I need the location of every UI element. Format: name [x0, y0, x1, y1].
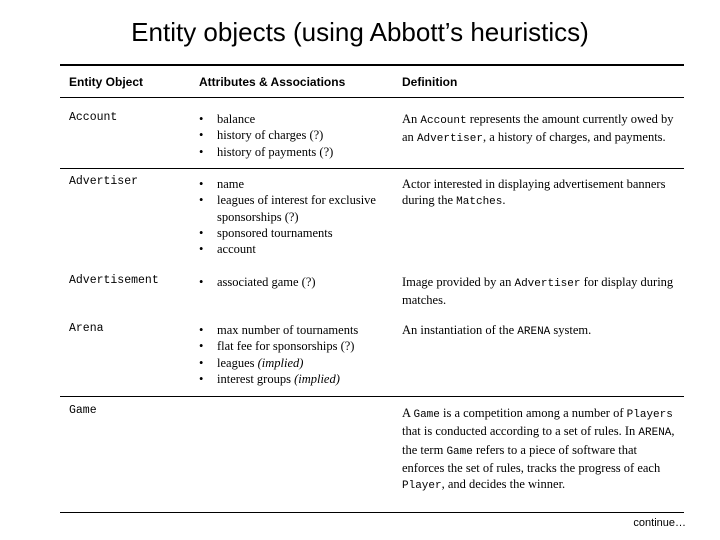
attributes-arena	[199, 322, 407, 387]
attributes-advertiser	[199, 176, 407, 257]
list-item: • sponsored tournaments	[199, 225, 407, 241]
entity-name-account: Account	[69, 111, 118, 124]
definition-arena: An instantiation of the ARENA system.	[402, 323, 592, 338]
entity-name-advertisement: Advertisement	[69, 274, 159, 287]
attributes-advertisement	[199, 274, 407, 290]
row-divider	[60, 168, 684, 169]
list-item: • associated game (?)	[199, 274, 407, 290]
list-item: • leagues of interest for exclusive sponsorships (?)	[199, 192, 407, 225]
definition-advertisement: Image provided by an Advertiser for display during matches.	[402, 275, 674, 308]
entity-name-arena: Arena	[69, 322, 104, 335]
header-attributes: Attributes & Associations	[199, 75, 346, 89]
header-bottom-rule	[60, 97, 684, 98]
list-item: • name	[199, 176, 407, 192]
header-entity-object: Entity Object	[69, 75, 144, 89]
list-item: • interest groups (implied)	[199, 371, 407, 387]
list-item: • flat fee for sponsorships (?)	[199, 338, 407, 354]
continue-label: continue…	[633, 517, 686, 529]
slide-title: Entity objects (using Abbott’s heuristics)	[131, 17, 589, 47]
table-top-rule	[60, 64, 684, 66]
list-item: • max number of tournaments	[199, 322, 407, 338]
list-item: • balance	[199, 111, 407, 127]
header-definition: Definition	[402, 75, 458, 89]
definition-advertiser: Actor interested in displaying advertisement banners during the Matches.	[402, 177, 666, 209]
list-item: • history of charges (?)	[199, 127, 407, 143]
row-divider	[60, 396, 684, 397]
entity-name-advertiser: Advertiser	[69, 175, 139, 188]
definition-account: An Account represents the amount currently owed by an Advertiser, a history of charges, and payments.	[402, 112, 674, 146]
list-item: • leagues (implied)	[199, 355, 407, 371]
definition-game: A Game is a competition among a number of Players that is conducted according to a set of rules. In ARENA, the term Game refers to a piece of software that enforces the set of rules, tracks the progress of each Player, and decides the winner.	[402, 406, 675, 493]
list-item: • account	[199, 241, 407, 257]
entity-name-game: Game	[69, 404, 97, 417]
list-item: • history of payments (?)	[199, 144, 407, 160]
table-bottom-rule	[60, 512, 684, 513]
attributes-account	[199, 111, 407, 160]
